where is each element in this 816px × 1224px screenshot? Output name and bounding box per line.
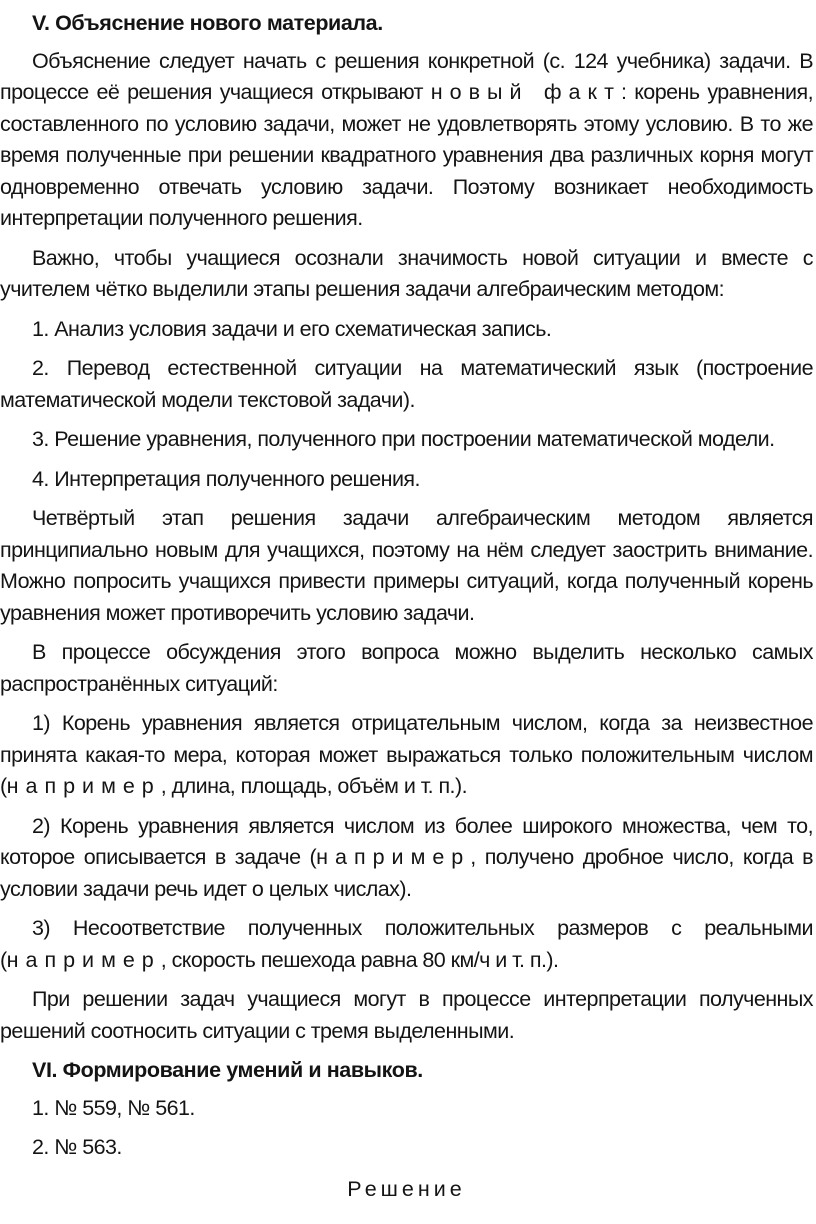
task-2: 2. № 563. [32, 1135, 122, 1159]
explanation-text-start: Объяснение следует начать с решения конкретной (с. 124 учебника) задачи. В процессе её решения учащиеся открывают [0, 48, 813, 104]
situation-2 [0, 811, 813, 906]
situation-3-text-end: , скорость пешехода равна 80 км/ч и т. п.). [160, 947, 559, 972]
situations-intro-paragraph: В процессе обсуждения этого вопроса можно выделить несколько самых распространённых ситуаций: [0, 640, 813, 696]
section-5-heading: V. Объяснение нового материала. [32, 11, 383, 35]
explanation-paragraph [0, 46, 813, 235]
fourth-step-paragraph: Четвёртый этап решения задачи алгебраическим методом является принципиально новым для учащихся, поэтому на нём следует заострить внимание. Можно попросить учащихся привести примеры ситуаций, когда полученный корень уравнения может противоречить условию задачи. [0, 506, 813, 625]
situation-3-text-start: 3) Несоответствие полученных положительных размеров с реальными ( [0, 916, 813, 972]
step-1: 1. Анализ условия задачи и его схематическая запись. [32, 316, 552, 341]
conclusion-paragraph: При решении задач учащиеся могут в процессе интерпретации полученных решений соотносить ситуации с тремя выделенными. [0, 987, 813, 1043]
step-4: 4. Интерпретация полученного решения. [32, 466, 420, 491]
situation-2-text-end: , получено дробное число, когда в условии задачи речь идет о целых числах). [0, 845, 813, 901]
new-fact-emphasis: новый факт [430, 80, 621, 104]
step-2: 2. Перевод естественной ситуации на математический язык (построение математической модели текстовой задачи). [0, 356, 813, 412]
step-3: 3. Решение уравнения, полученного при построении математической модели. [32, 427, 775, 451]
for-example-emphasis: например [6, 774, 161, 798]
solution-label: Решение [347, 1176, 466, 1201]
for-example-emphasis: например [6, 947, 161, 972]
situation-2-text-start: 2) Корень уравнения является числом из более широкого множества, чем то, которое описывается в задаче ( [0, 813, 813, 869]
situation-1-text-start: 1) Корень уравнения является отрицательным числом, когда за неизвестное принята какая-то мера, которая может выражаться только положительным числом ( [0, 711, 813, 798]
situation-3 [0, 913, 813, 976]
situation-1 [0, 708, 813, 803]
situation-1-text-end: , длина, площадь, объём и т. п.). [160, 774, 468, 798]
importance-paragraph: Важно, чтобы учащиеся осознали значимость новой ситуации и вместе с учителем чётко выделили этапы решения задачи алгебраическим методом: [0, 245, 813, 301]
for-example-emphasis: например [316, 845, 471, 869]
section-6-heading: VI. Формирование умений и навыков. [32, 1058, 423, 1082]
explanation-text-end: : корень уравнения, составленного по условию задачи, может не удовлетворять этому условию. В то же время полученные при решении квадратного уравнения два различных корня могут одновременно отвечать условию задачи. Поэтому возникает необходимость интерпретации полученного решения. [0, 80, 813, 230]
task-1: 1. № 559, № 561. [32, 1095, 195, 1120]
